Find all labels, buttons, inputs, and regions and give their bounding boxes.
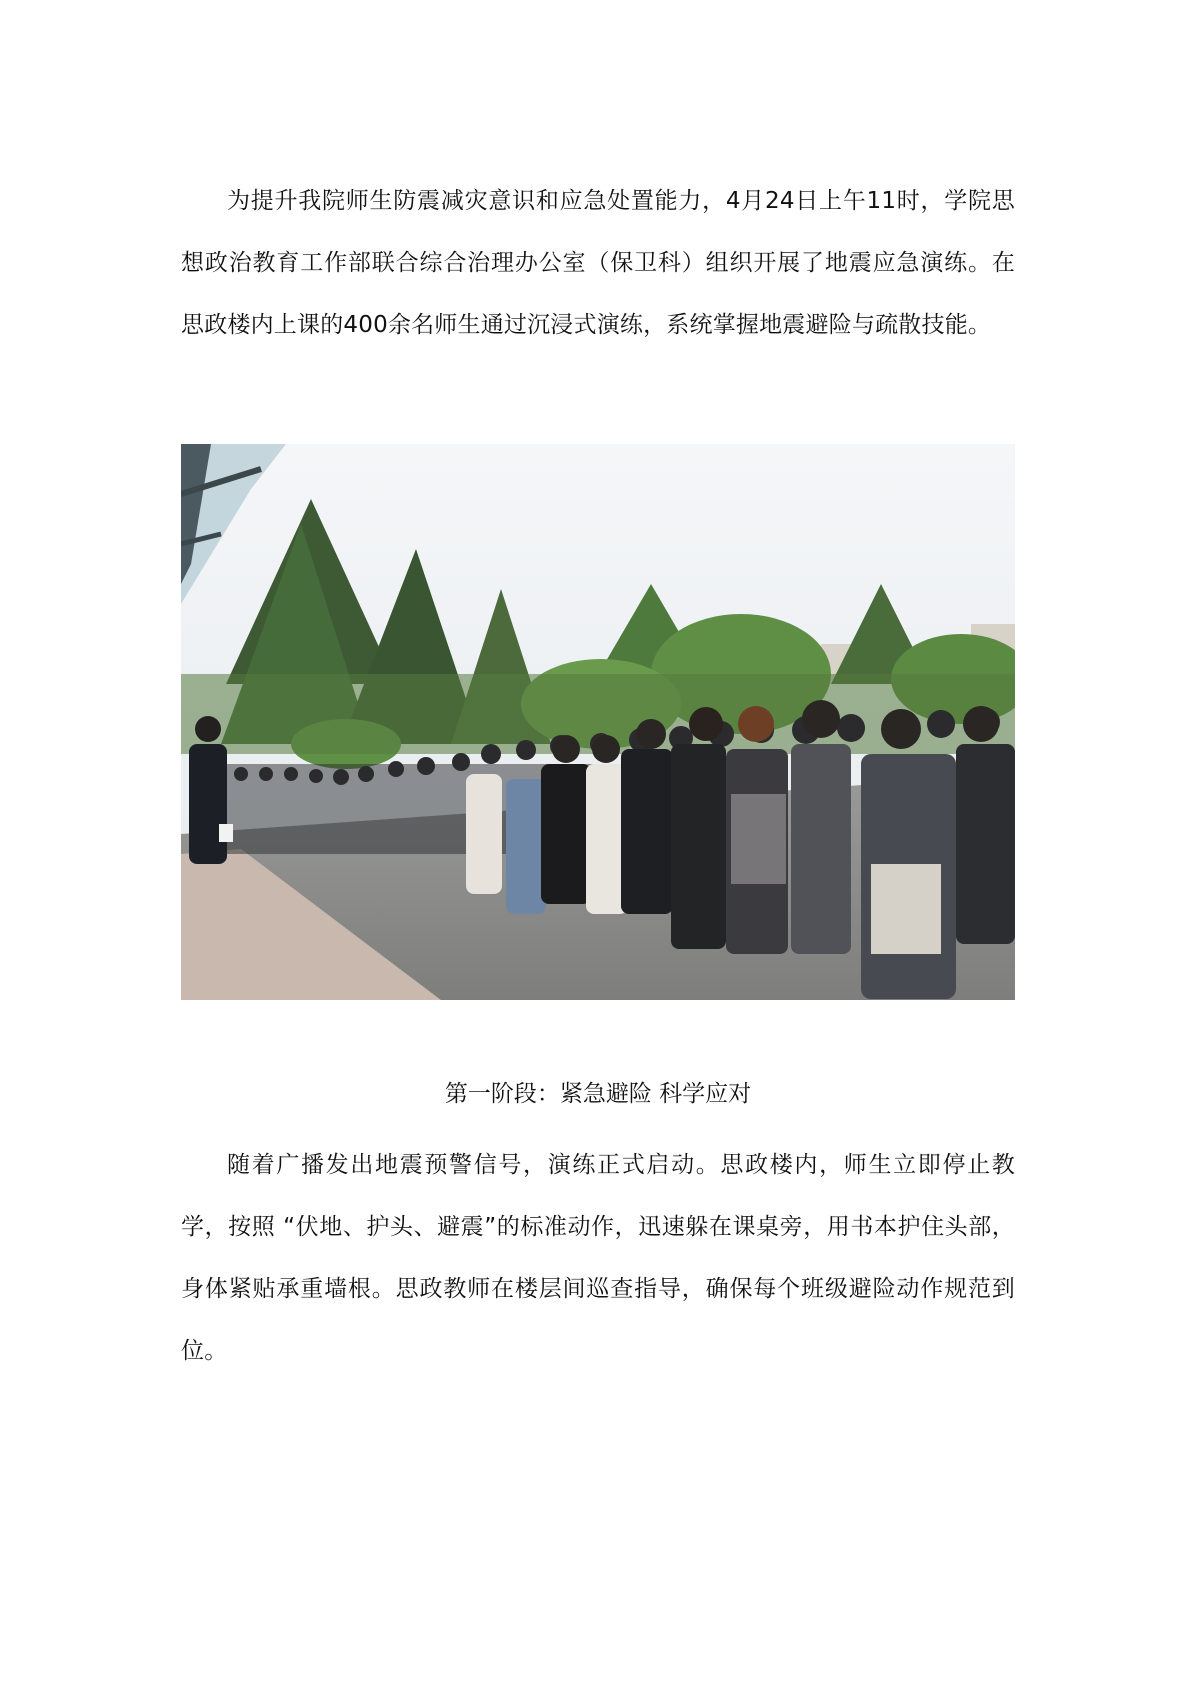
event-photo — [181, 444, 1015, 1000]
intro-paragraph: 为提升我院师生防震减灾意识和应急处置能力，4月24日上午11时，学院思想政治教育工作部联合综合治理办公室（保卫科）组织开展了地震应急演练。在思政楼内上课的400余名师生通过沉浸式演练，系统掌握地震避险与疏散技能。 — [181, 188, 1015, 338]
section-heading: 第一阶段：紧急避险 科学应对 — [444, 1081, 752, 1107]
section-paragraph: 随着广播发出地震预警信号，演练正式启动。思政楼内，师生立即停止教学，按照 “伏地、护头、避震”的标准动作，迅速躲在课桌旁，用书本护住头部，身体紧贴承重墙根。思政教师在楼层间巡查指导，确保每个班级避险动作规范到位。 — [181, 1152, 1015, 1364]
